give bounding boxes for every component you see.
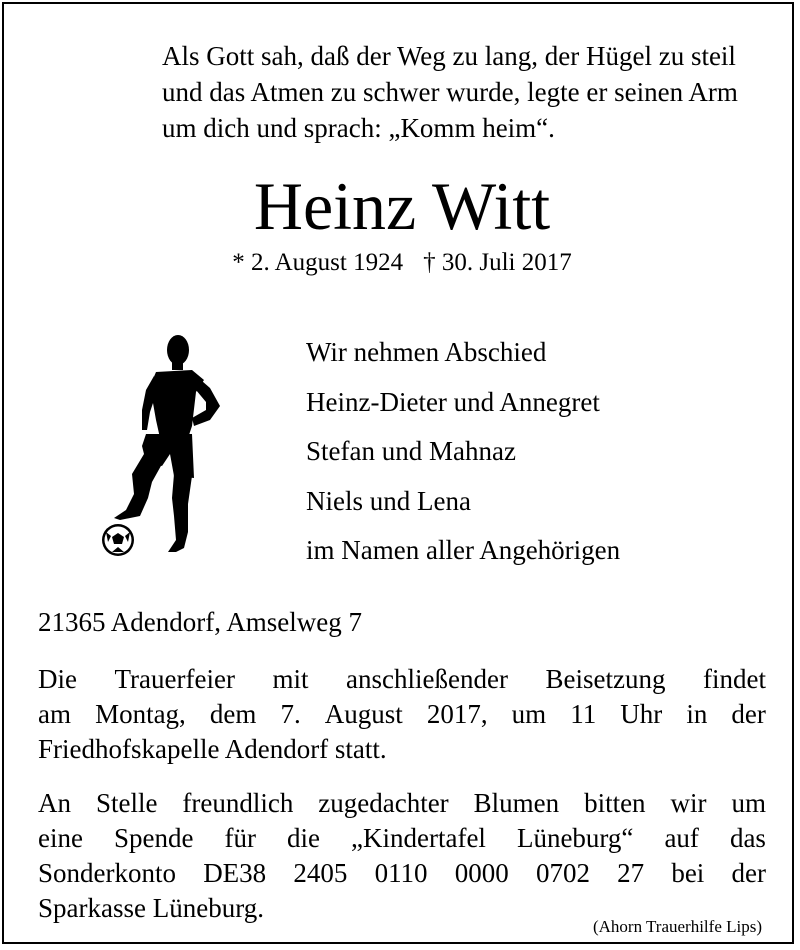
mourner-line: Wir nehmen Abschied (306, 337, 547, 367)
funeral-line: Friedhofskapelle Adendorf statt. (38, 734, 387, 764)
mourner-line: Niels und Lena (306, 485, 471, 516)
word: Sonderkonto (38, 858, 176, 888)
word: das (729, 823, 766, 853)
funeral-line (38, 697, 766, 732)
word: Beisetzung (545, 664, 666, 694)
word: am (38, 699, 71, 729)
word: für (224, 823, 256, 853)
word: bitten (584, 788, 646, 818)
donation-line (38, 786, 766, 821)
word: anschließender (346, 664, 508, 694)
word: An (38, 788, 71, 818)
word: Blumen (473, 788, 560, 818)
word: Uhr (620, 699, 663, 729)
word: Die (38, 664, 77, 694)
word: 27 (617, 858, 645, 888)
word: 7. (280, 699, 301, 729)
donation-line (38, 821, 766, 856)
word: zugedachter (318, 788, 449, 818)
word: Lüneburg“ (516, 823, 634, 853)
donation-notice (38, 786, 766, 926)
death-date: † 30. Juli 2017 (423, 249, 572, 276)
word: bei (671, 858, 705, 888)
poem-line: und das Atmen zu schwer wurde, legte er seinen Arm (162, 77, 738, 107)
soccer-player-silhouette-icon (92, 326, 242, 564)
word: in (686, 699, 708, 729)
word: wir (670, 788, 707, 818)
word: dem (209, 699, 257, 729)
word: Stelle (95, 788, 158, 818)
word: freundlich (182, 788, 294, 818)
word: „Kindertafel (351, 823, 486, 853)
word: findet (703, 664, 766, 694)
word: auf (664, 823, 699, 853)
mourner-line: im Namen aller Angehörigen (306, 535, 621, 565)
deceased-name: Heinz Witt (253, 168, 551, 244)
poem (162, 38, 762, 146)
word: der (731, 699, 766, 729)
birth-date: * 2. August 1924 (232, 249, 404, 276)
mourners-list (306, 328, 620, 576)
word: die (287, 823, 320, 853)
word: 2017, (426, 699, 488, 729)
word: 0110 (374, 858, 428, 888)
donation-line (38, 856, 766, 891)
word: Spende (114, 823, 194, 853)
word: 0000 (454, 858, 509, 888)
word: 2405 (293, 858, 348, 888)
donation-line: Sparkasse Lüneburg. (38, 893, 264, 923)
word: mit (272, 664, 309, 694)
word: August (324, 699, 403, 729)
funeral-home-credit: (Ahorn Trauerhilfe Lips) (592, 917, 762, 936)
poem-line: um dich und sprach: „Komm heim“. (162, 113, 555, 143)
funeral-notice (38, 662, 766, 767)
word: 0702 (535, 858, 590, 888)
funeral-line (38, 662, 766, 697)
word: Montag, (95, 699, 186, 729)
word: um (731, 788, 766, 818)
life-dates (4, 248, 800, 278)
word: um (511, 699, 547, 729)
obituary-card (2, 2, 794, 944)
word: Trauerfeier (114, 664, 235, 694)
mourner-line: Heinz-Dieter und Annegret (306, 386, 600, 417)
address: 21365 Adendorf, Amselweg 7 (38, 607, 362, 637)
word: der (731, 858, 766, 888)
poem-line: Als Gott sah, daß der Weg zu lang, der Hügel zu steil (162, 41, 736, 71)
word: eine (38, 823, 83, 853)
mourner-line: Stefan und Mahnaz (306, 436, 516, 466)
word: DE38 (203, 858, 267, 888)
word: 11 (570, 699, 597, 729)
